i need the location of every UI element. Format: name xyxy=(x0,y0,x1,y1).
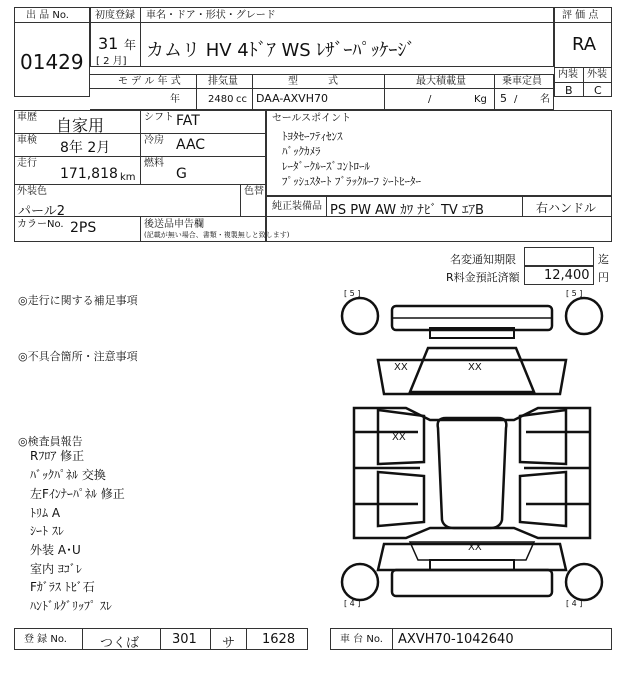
damage-mark: XX xyxy=(392,432,406,443)
steering-value: 右ハンドル xyxy=(536,201,597,215)
capacity-label: 乗車定員 xyxy=(502,76,542,87)
inspector-item: 室内 ﾖｺﾞﾚ xyxy=(30,562,82,576)
recycle-value: 12,400 xyxy=(544,268,590,283)
capacity-suffix: 名 xyxy=(540,94,550,105)
inspector-item: ﾊﾝﾄﾞﾙｸﾞﾘｯﾌﾟ ｽﾚ xyxy=(30,599,112,613)
inspection-label: 車検 xyxy=(17,135,37,146)
exterior-grade: C xyxy=(594,84,602,97)
inspector-item: ｼｰﾄ ｽﾚ xyxy=(30,524,64,538)
inspector-item: Rﾌﾛｱ 修正 xyxy=(30,449,85,463)
shift-label: シフト xyxy=(144,112,174,123)
sales-points-label: セールスポイント xyxy=(272,113,352,124)
tire-rear-right xyxy=(566,564,602,600)
vehicle-name-label: 車名・ドア・形状・グレード xyxy=(146,10,276,21)
tire-label-bl: [ 4 ] xyxy=(344,599,361,608)
inspector-report-label: ◎検査員報告 xyxy=(18,435,83,448)
equipment-value: PS PW AW ｶﾜ ﾅﾋﾞ TV ｴｱB xyxy=(330,203,484,218)
right-front-door xyxy=(520,410,566,464)
mileage-label: 走行 xyxy=(17,158,37,169)
tire-label-tr: [ 5 ] xyxy=(566,289,583,298)
color-value: パール2 xyxy=(18,204,66,219)
displacement-unit: cc xyxy=(236,94,247,105)
grade-label: 評 価 点 xyxy=(562,10,599,21)
inspector-item: ﾄﾘﾑ A xyxy=(30,506,61,520)
first-reg-year: 31 xyxy=(98,34,119,53)
registration-label: 登 録 No. xyxy=(24,634,67,645)
inspection-value: 8年 2月 xyxy=(60,140,111,156)
defects-label: ◎不具合箇所・注意事項 xyxy=(18,350,138,363)
rear-bumper xyxy=(392,570,552,596)
left-rear-door xyxy=(378,472,424,526)
interior-grade: B xyxy=(565,84,573,97)
displacement-value: 2480 xyxy=(208,94,234,105)
lot-number: 01429 xyxy=(20,50,84,74)
tire-label-tl: [ 5 ] xyxy=(344,289,361,298)
color-no-label: カラーNo. xyxy=(17,219,64,230)
displacement-label: 排気量 xyxy=(208,76,238,87)
chassis-label: 車 台 No. xyxy=(340,634,383,645)
car-damage-diagram xyxy=(330,288,614,610)
chassis-number: AXVH70-1042640 xyxy=(398,632,514,647)
color-change-label: 色替 xyxy=(244,186,264,197)
load-unit: Kg xyxy=(474,94,487,105)
name-change-field xyxy=(524,247,594,266)
history-value: 自家用 xyxy=(56,116,105,135)
load-label: 最大積載量 xyxy=(416,76,466,87)
shift-value: FAT xyxy=(176,113,200,129)
recycle-unit: 円 xyxy=(598,271,609,284)
inspector-item: ﾊﾞｯｸﾊﾟﾈﾙ 交換 xyxy=(30,468,106,482)
recycle-label: R料金預託済額 xyxy=(446,271,520,284)
first-reg-year-unit: 年 xyxy=(124,38,137,52)
damage-mark: XX xyxy=(394,362,408,373)
grade-value: RA xyxy=(572,34,597,55)
color-label: 外装色 xyxy=(17,186,47,197)
color-no-value: 2PS xyxy=(70,220,97,236)
roof xyxy=(438,418,507,528)
ac-value: AAC xyxy=(176,137,206,153)
history-label: 車歴 xyxy=(17,112,37,123)
tire-front-right xyxy=(566,298,602,334)
capacity-value: 5 xyxy=(500,92,507,105)
registration-number: 1628 xyxy=(262,632,296,647)
first-reg-month: [ 2 月] xyxy=(96,56,127,67)
vehicle-name: カムリ HV 4ﾄﾞｱ WS ﾚｻﾞｰﾊﾟｯｹｰｼﾞ xyxy=(146,40,416,61)
driving-notes-label: ◎走行に関する補足事項 xyxy=(18,294,138,307)
interior-grade-label: 内装 xyxy=(558,69,578,80)
name-change-unit: 迄 xyxy=(598,253,609,266)
sales-point-item: ﾚｰﾀﾞｰｸﾙｰｽﾞｺﾝﾄﾛｰﾙ xyxy=(282,160,370,173)
tire-rear-left xyxy=(342,564,378,600)
ac-label: 冷房 xyxy=(144,135,164,146)
sales-point-item: ﾄﾖﾀｾｰﾌﾃｨｾﾝｽ xyxy=(282,130,343,143)
post-delivery-label: 後送品申告欄 xyxy=(144,219,204,230)
load-sep: / xyxy=(428,94,432,105)
fuel-value: G xyxy=(176,166,187,182)
registration-kana: サ xyxy=(222,636,236,651)
inspector-item: 外装 A･U xyxy=(30,543,81,557)
type-label: 型 式 xyxy=(288,76,338,87)
lot-label: 出 品 No. xyxy=(26,10,69,21)
exterior-grade-label: 外装 xyxy=(587,69,607,80)
capacity-unit: / xyxy=(514,94,518,105)
inspector-item: 左Fｲﾝﾅｰﾊﾟﾈﾙ 修正 xyxy=(30,487,125,501)
registration-area: つくば xyxy=(100,636,140,651)
sales-point-item: ﾌﾟｯｼｭｽﾀｰﾄ ﾌﾞﾗｯｸﾙｰﾌ ｼｰﾄﾋｰﾀｰ xyxy=(282,175,421,188)
registration-class: 301 xyxy=(172,632,197,647)
sales-point-item: ﾊﾞｯｸｶﾒﾗ xyxy=(282,145,321,158)
tire-label-br: [ 4 ] xyxy=(566,599,583,608)
post-delivery-note: (記載が無い場合、書類・複製無しと致します) xyxy=(144,231,290,239)
damage-mark: XX xyxy=(468,362,482,373)
damage-mark: XX xyxy=(468,542,482,553)
fuel-label: 燃料 xyxy=(144,158,164,169)
first-reg-label: 初度登録 xyxy=(95,10,135,21)
tire-front-left xyxy=(342,298,378,334)
equipment-label: 純正装備品 xyxy=(272,201,322,212)
name-change-label: 名変通知期限 xyxy=(450,253,516,266)
type-value: DAA-AXVH70 xyxy=(256,92,328,105)
model-year-unit: 年 xyxy=(170,94,180,105)
inspector-item: Fｶﾞﾗｽ ﾄﾋﾞ石 xyxy=(30,580,95,594)
right-rear-door xyxy=(520,472,566,526)
model-year-label: モ デ ル 年 式 xyxy=(118,76,181,87)
mileage-unit: km xyxy=(120,172,136,183)
mileage-value: 171,818 xyxy=(60,166,118,182)
